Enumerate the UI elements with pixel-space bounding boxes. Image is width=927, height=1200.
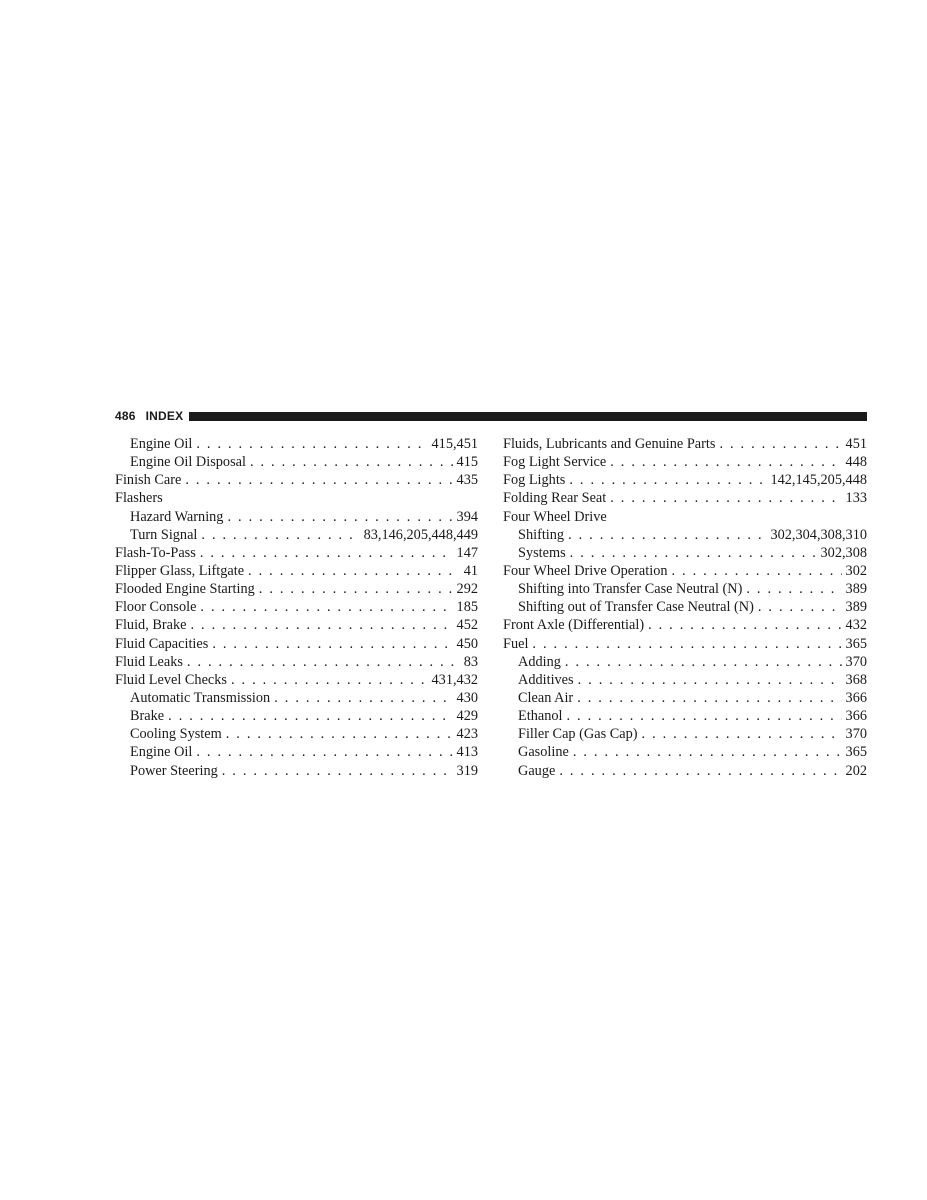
index-page-refs: 451 — [845, 436, 867, 452]
index-entry — [115, 489, 478, 507]
index-entry — [503, 435, 867, 453]
page-number: 486 — [115, 409, 136, 423]
index-term: Ethanol — [518, 708, 563, 725]
index-subentry — [503, 598, 867, 616]
index-subentry — [115, 435, 478, 453]
index-page-refs: 83 — [463, 653, 478, 670]
index-entry — [503, 471, 867, 489]
index-page-refs: 147 — [456, 544, 478, 561]
index-term: Gauge — [518, 762, 556, 779]
index-term: Finish Care — [115, 472, 182, 489]
index-page-refs: 302 — [845, 562, 867, 579]
index-entry — [503, 562, 867, 580]
index-entry — [503, 508, 867, 526]
index-page-refs: 452 — [456, 617, 478, 634]
index-term: Shifting — [518, 526, 565, 543]
index-subentry — [115, 707, 478, 725]
index-term: Cooling System — [130, 726, 222, 743]
index-page-refs: 448 — [845, 454, 867, 471]
index-subentry — [503, 526, 867, 544]
dot-leader — [248, 562, 460, 580]
index-entry — [115, 635, 478, 653]
index-page-refs: 370 — [845, 653, 867, 670]
index-subentry — [115, 453, 478, 471]
index-subentry — [503, 653, 867, 671]
dot-leader — [573, 743, 842, 761]
index-term: Four Wheel Drive — [503, 508, 607, 525]
dot-leader — [259, 580, 453, 598]
index-page-refs: 302,308 — [820, 544, 867, 561]
index-term: Shifting into Transfer Case Neutral (N) — [518, 581, 743, 598]
index-subentry — [115, 508, 478, 526]
index-page-refs: 394 — [456, 508, 478, 525]
index-entry — [115, 580, 478, 598]
page-header — [115, 408, 867, 424]
index-term: Flooded Engine Starting — [115, 581, 255, 598]
index-term: Shifting out of Transfer Case Neutral (N) — [518, 599, 754, 616]
dot-leader — [200, 544, 453, 562]
index-subentry — [503, 743, 867, 761]
index-subentry — [503, 671, 867, 689]
dot-leader — [578, 671, 842, 689]
index-term: Fluid, Brake — [115, 617, 187, 634]
index-page-refs: 431,432 — [431, 671, 478, 688]
index-page-refs: 415,451 — [431, 436, 478, 452]
dot-leader — [226, 725, 453, 743]
dot-leader — [168, 707, 452, 725]
dot-leader — [559, 762, 841, 780]
index-subentry — [503, 707, 867, 725]
index-term: Fluid Leaks — [115, 653, 183, 670]
index-entry — [115, 562, 478, 580]
index-term: Engine Oil Disposal — [130, 454, 246, 471]
index-page-refs: 142,145,205,448 — [770, 472, 867, 489]
dot-leader — [577, 689, 841, 707]
dot-leader — [201, 526, 359, 544]
dot-leader — [196, 435, 427, 453]
index-term: Additives — [518, 671, 574, 688]
index-term: Engine Oil — [130, 436, 193, 452]
index-page-refs: 389 — [845, 599, 867, 616]
index-subentry — [115, 526, 478, 544]
index-page-refs: 302,304,308,310 — [770, 526, 867, 543]
index-subentry — [115, 762, 478, 780]
dot-leader — [274, 689, 452, 707]
index-term: Adding — [518, 653, 561, 670]
index-term: Flipper Glass, Liftgate — [115, 562, 245, 579]
index-term: Four Wheel Drive Operation — [503, 562, 668, 579]
index-term: Gasoline — [518, 744, 569, 761]
section-title: INDEX — [145, 409, 184, 423]
index-term: Fluid Capacities — [115, 635, 209, 652]
dot-leader — [196, 743, 452, 761]
index-term: Floor Console — [115, 599, 197, 616]
dot-leader — [222, 762, 453, 780]
index-term: Turn Signal — [130, 526, 198, 543]
dot-leader — [227, 508, 452, 526]
index-subentry — [503, 544, 867, 562]
index-subentry — [503, 762, 867, 780]
index-term: Hazard Warning — [130, 508, 224, 525]
index-page-refs: 423 — [456, 726, 478, 743]
index-page-refs: 415 — [456, 454, 478, 471]
index-subentry — [503, 580, 867, 598]
index-page-refs: 365 — [845, 635, 867, 652]
dot-leader — [565, 653, 842, 671]
index-page-refs: 432 — [845, 617, 867, 634]
dot-leader — [719, 435, 841, 453]
index-term: Front Axle (Differential) — [503, 617, 645, 634]
index-term: Brake — [130, 708, 165, 725]
index-column-right — [503, 435, 867, 780]
index-term: Folding Rear Seat — [503, 490, 607, 507]
dot-leader — [231, 671, 428, 689]
index-subentry — [115, 725, 478, 743]
index-term: Fog Lights — [503, 472, 566, 489]
index-page-refs: 41 — [463, 562, 478, 579]
index-entry — [115, 598, 478, 616]
index-page-refs: 413 — [456, 744, 478, 761]
index-term: Automatic Transmission — [130, 689, 271, 706]
index-page-refs: 435 — [456, 472, 478, 489]
dot-leader — [642, 725, 842, 743]
index-term: Fog Light Service — [503, 454, 607, 471]
index-term: Fluids, Lubricants and Genuine Parts — [503, 436, 716, 452]
index-term: Flash-To-Pass — [115, 544, 196, 561]
index-page-refs: 292 — [456, 581, 478, 598]
index-subentry — [503, 725, 867, 743]
dot-leader — [187, 653, 460, 671]
index-term: Clean Air — [518, 689, 574, 706]
index-page-refs: 370 — [845, 726, 867, 743]
dot-leader — [190, 616, 452, 634]
index-page-refs: 83,146,205,448,449 — [363, 526, 478, 543]
index-subentry — [115, 743, 478, 761]
index-entry — [115, 653, 478, 671]
index-page-refs: 366 — [845, 689, 867, 706]
index-page-refs: 319 — [456, 762, 478, 779]
dot-leader — [566, 707, 841, 725]
dot-leader — [569, 471, 766, 489]
dot-leader — [672, 562, 842, 580]
index-entry — [503, 489, 867, 507]
index-entry — [503, 453, 867, 471]
index-term: Filler Cap (Gas Cap) — [518, 726, 638, 743]
header-rule — [189, 412, 867, 421]
index-page-refs: 430 — [456, 689, 478, 706]
index-column-left — [115, 435, 478, 780]
index-term: Flashers — [115, 490, 163, 507]
index-entry — [503, 616, 867, 634]
index-entry — [115, 671, 478, 689]
dot-leader — [200, 598, 452, 616]
dot-leader — [532, 635, 841, 653]
index-page-refs: 429 — [456, 708, 478, 725]
index-entry — [115, 544, 478, 562]
index-entry — [115, 471, 478, 489]
index-term: Engine Oil — [130, 744, 193, 761]
dot-leader — [648, 616, 841, 634]
dot-leader — [250, 453, 453, 471]
index-term: Fuel — [503, 635, 529, 652]
index-entry — [503, 635, 867, 653]
index-page-refs: 450 — [456, 635, 478, 652]
index-term: Systems — [518, 544, 566, 561]
index-page-refs: 365 — [845, 744, 867, 761]
index-term: Power Steering — [130, 762, 218, 779]
index-entry — [115, 616, 478, 634]
dot-leader — [610, 489, 841, 507]
index-page-refs: 202 — [845, 762, 867, 779]
dot-leader — [212, 635, 452, 653]
dot-leader — [746, 580, 841, 598]
index-subentry — [115, 689, 478, 707]
dot-leader — [568, 526, 766, 544]
dot-leader — [185, 471, 452, 489]
index-page-refs: 389 — [845, 581, 867, 598]
index-subentry — [503, 689, 867, 707]
dot-leader — [570, 544, 817, 562]
index-page-refs: 185 — [456, 599, 478, 616]
dot-leader — [610, 453, 841, 471]
dot-leader — [758, 598, 842, 616]
index-term: Fluid Level Checks — [115, 671, 227, 688]
index-page-refs: 133 — [845, 490, 867, 507]
index-page-refs: 366 — [845, 708, 867, 725]
index-page-refs: 368 — [845, 671, 867, 688]
